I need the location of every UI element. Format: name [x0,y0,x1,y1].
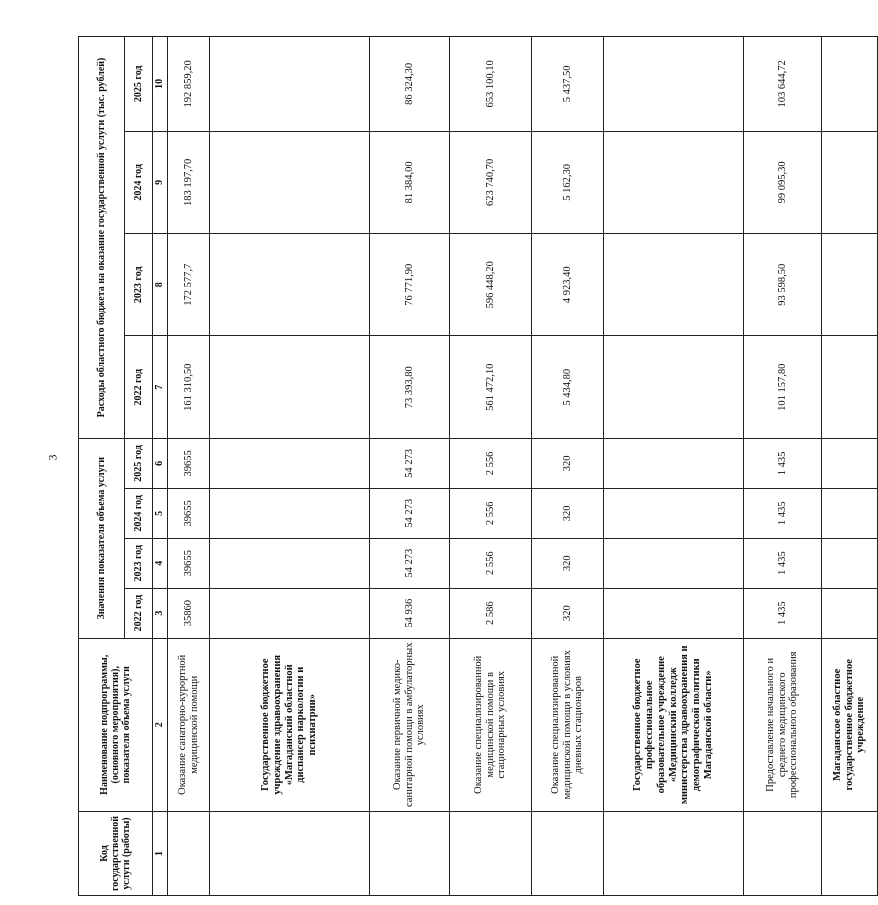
header-budget-year: 2023 год [125,234,153,336]
row-budget-cell [822,234,878,336]
row-budget-cell: 73 393,80 [370,336,450,438]
row-budget-cell: 172 577,7 [168,234,210,336]
row-budget-cell: 5 437,50 [532,37,604,132]
row-budget-cell: 4 923,40 [532,234,604,336]
header-name: Наименование подпрограммы, (основного мероприятия), показателя объема услуги [79,638,153,811]
row-budget-cell: 596 448,20 [450,234,532,336]
row-code-cell [532,811,604,895]
row-budget-cell: 86 324,30 [370,37,450,132]
row-indicator-cell: 54 273 [370,538,450,588]
row-indicator-cell [604,588,744,638]
table-area [78,36,867,896]
table-row [210,37,370,896]
header-ind-year: 2024 год [125,488,153,538]
row-indicator-cell: 1 435 [744,488,822,538]
row-name-cell: Государственное бюджетное учреждение здравоохранения «Магаданский областной диспансер наркологии и психиатрии» [210,638,370,811]
column-number: 10 [153,37,168,132]
row-indicator-cell: 54 273 [370,438,450,488]
row-budget-cell: 5 434,80 [532,336,604,438]
row-budget-cell [210,37,370,132]
row-indicator-cell: 1 435 [744,538,822,588]
table-row [744,37,822,896]
row-budget-cell [822,336,878,438]
row-indicator-cell: 54 936 [370,588,450,638]
row-budget-cell: 99 095,30 [744,131,822,233]
header-indicators-group: Значения показателя объема услуги [79,438,125,638]
row-name-cell: Оказание санаторно-курортной медицинской помощи [168,638,210,811]
row-indicator-cell: 320 [532,438,604,488]
row-budget-cell [604,336,744,438]
row-indicator-cell: 39655 [168,488,210,538]
row-indicator-cell: 39655 [168,538,210,588]
row-budget-cell [210,234,370,336]
row-budget-cell [604,234,744,336]
row-budget-cell: 101 157,80 [744,336,822,438]
table-row [822,37,878,896]
row-budget-cell [604,37,744,132]
rotated-table-wrapper [78,36,867,896]
row-budget-cell: 5 162,30 [532,131,604,233]
row-name-cell: Государственное бюджетное профессиональное образовательное учреждение «Медицинский колледж министерства здравоохранения и демографической политики Магаданской области» [604,638,744,811]
row-name-cell: Предоставление начального и среднего медицинского профессионального образования [744,638,822,811]
page-number: 3 [45,454,60,461]
row-budget-cell [604,131,744,233]
column-number: 8 [153,234,168,336]
row-budget-cell: 192 859,20 [168,37,210,132]
row-indicator-cell: 39655 [168,438,210,488]
header-budget-group: Расходы областного бюджета на оказание государственной услуги (тыс. рублей) [79,37,125,439]
header-ind-year: 2025 год [125,438,153,488]
row-indicator-cell [822,488,878,538]
table-row [604,37,744,896]
header-ind-year: 2023 год [125,538,153,588]
header-budget-year: 2022 год [125,336,153,438]
row-budget-cell: 623 740,70 [450,131,532,233]
row-indicator-cell [210,588,370,638]
column-number: 4 [153,538,168,588]
row-indicator-cell [822,438,878,488]
row-indicator-cell: 1 435 [744,588,822,638]
row-indicator-cell: 54 273 [370,488,450,538]
row-code-cell [370,811,450,895]
row-indicator-cell: 320 [532,588,604,638]
table-row [450,37,532,896]
row-budget-cell: 81 384,00 [370,131,450,233]
row-budget-cell: 161 310,50 [168,336,210,438]
row-code-cell [604,811,744,895]
row-name-cell: Магаданское областное государственное бюджетное учреждение [822,638,878,811]
column-number: 6 [153,438,168,488]
header-budget-year: 2024 год [125,131,153,233]
row-indicator-cell: 2 556 [450,488,532,538]
row-budget-cell: 653 100,10 [450,37,532,132]
row-budget-cell [210,336,370,438]
budget-table [78,36,878,896]
column-number: 5 [153,488,168,538]
header-code: Код государственной услуги (работы) [79,811,153,895]
row-indicator-cell [604,488,744,538]
header-ind-year: 2022 год [125,588,153,638]
column-number: 7 [153,336,168,438]
row-budget-cell: 76 771,90 [370,234,450,336]
row-indicator-cell: 2 586 [450,588,532,638]
table-row [532,37,604,896]
row-indicator-cell [822,538,878,588]
row-budget-cell [822,131,878,233]
row-code-cell [210,811,370,895]
row-indicator-cell: 2 556 [450,538,532,588]
column-number: 2 [153,638,168,811]
row-name-cell: Оказание специализированной медицинской помощи в стационарных условиях [450,638,532,811]
row-name-cell: Оказание первичной медико-санитарной помощи в амбулаторных условиях [370,638,450,811]
column-number: 9 [153,131,168,233]
row-indicator-cell [822,588,878,638]
row-budget-cell [822,37,878,132]
row-indicator-cell: 1 435 [744,438,822,488]
row-code-cell [822,811,878,895]
row-budget-cell [210,131,370,233]
row-indicator-cell [604,438,744,488]
row-budget-cell: 93 598,50 [744,234,822,336]
row-indicator-cell: 320 [532,538,604,588]
row-indicator-cell: 35860 [168,588,210,638]
row-code-cell [744,811,822,895]
row-indicator-cell [210,488,370,538]
row-indicator-cell [210,438,370,488]
row-code-cell [168,811,210,895]
row-budget-cell: 103 644,72 [744,37,822,132]
row-indicator-cell: 2 556 [450,438,532,488]
row-indicator-cell [604,538,744,588]
row-budget-cell: 183 197,70 [168,131,210,233]
row-name-cell: Оказание специализированной медицинской помощи в условиях дневных стационаров [532,638,604,811]
header-budget-year: 2025 год [125,37,153,132]
table-row [370,37,450,896]
row-budget-cell: 561 472,10 [450,336,532,438]
row-indicator-cell: 320 [532,488,604,538]
row-code-cell [450,811,532,895]
row-indicator-cell [210,538,370,588]
table-row [168,37,210,896]
column-number: 3 [153,588,168,638]
table-body [168,37,878,896]
column-number: 1 [153,811,168,895]
